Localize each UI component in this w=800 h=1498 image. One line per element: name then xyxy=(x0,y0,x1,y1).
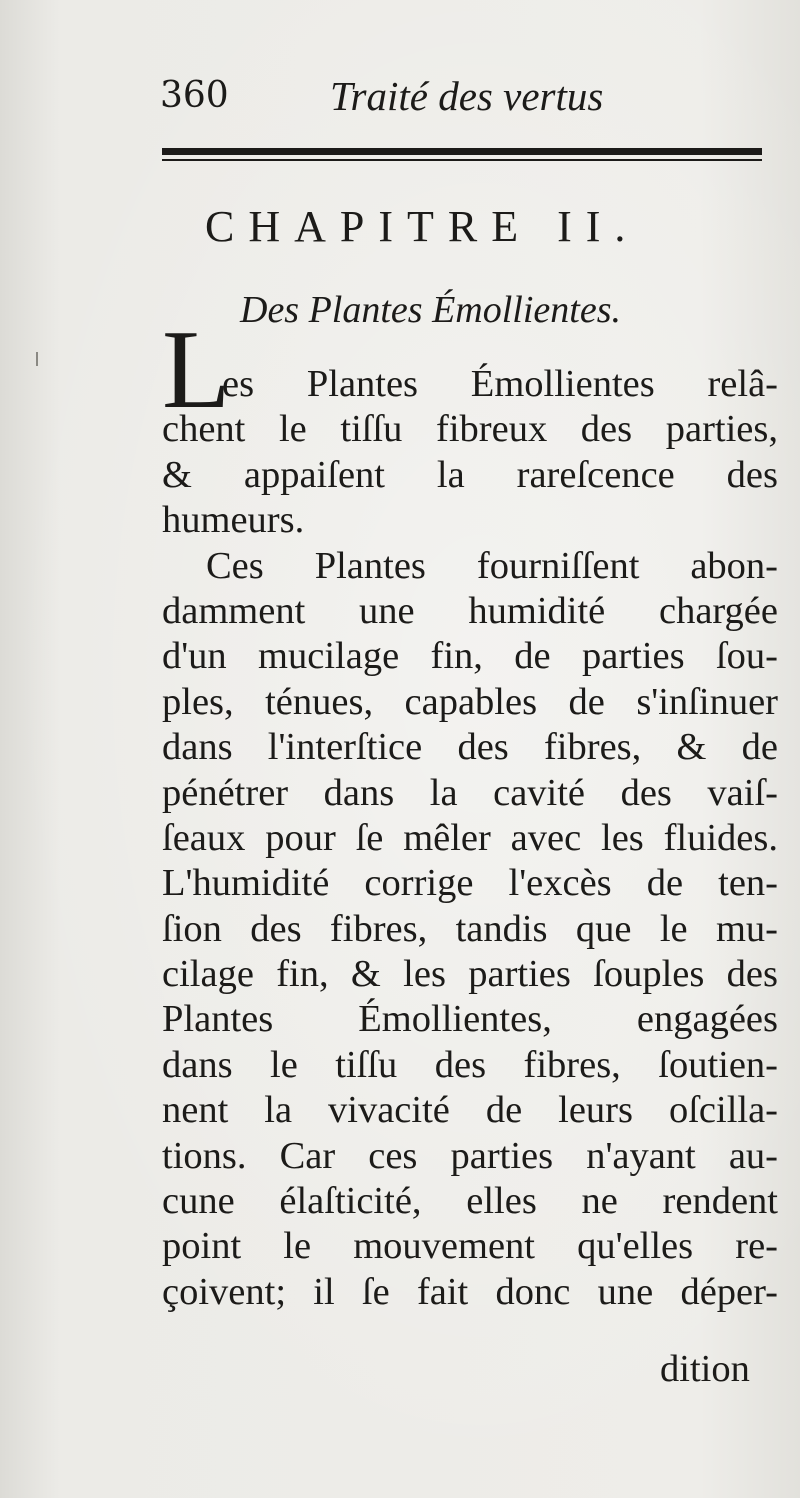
text-line: ples, ténues, capables de s'inſinuer xyxy=(162,680,778,723)
page-header xyxy=(160,74,620,124)
text-line: nent la vivacité de leurs oſcilla- xyxy=(162,1089,778,1132)
text-line: dans l'interſtice des fibres, & de xyxy=(162,726,778,769)
text-line: pénétrer dans la cavité des vaiſ- xyxy=(162,771,778,814)
section-title: Des Plantes Émollientes. xyxy=(240,289,621,331)
header-rule-thick xyxy=(162,148,762,155)
page-number: 360 xyxy=(160,75,229,116)
drop-cap: L xyxy=(162,308,231,432)
text-line: humeurs. xyxy=(162,499,305,542)
body-text xyxy=(162,362,778,1315)
text-line: es Plantes Émollientes relâ- xyxy=(222,363,778,405)
text-line: L'humidité corrige l'excès de ten- xyxy=(162,862,778,905)
text-line: cune élaſticité, elles ne rendent xyxy=(162,1180,778,1223)
text-line: damment une humidité chargée xyxy=(162,589,778,632)
text-line: & appaiſent la rareſcence des xyxy=(162,453,778,496)
chapter-title: CHAPITRE II. xyxy=(205,202,640,251)
text-line: çoivent; il ſe fait donc une déper- xyxy=(162,1270,778,1313)
text-line: point le mouvement qu'elles re- xyxy=(162,1225,778,1268)
margin-speck xyxy=(36,352,38,366)
text-line: d'un mucilage fin, de parties ſou- xyxy=(162,635,778,678)
header-rule-thin xyxy=(162,159,762,161)
text-line: dans le tiſſu des fibres, ſoutien- xyxy=(162,1043,778,1086)
text-line: Plantes Émollientes, engagées xyxy=(162,998,778,1041)
text-line: tions. Car ces parties n'ayant au- xyxy=(162,1134,778,1177)
text-line: Ces Plantes fourniſſent abon- xyxy=(206,544,778,587)
text-line: ſeaux pour ſe mêler avec les fluides. xyxy=(162,816,778,859)
text-line: cilage fin, & les parties ſouples des xyxy=(162,953,778,996)
text-line: chent le tiſſu fibreux des parties, xyxy=(162,408,778,451)
text-line: ſion des fibres, tandis que le mu- xyxy=(162,907,778,950)
catchword: dition xyxy=(660,1348,750,1390)
running-head: Traité des vertus xyxy=(330,73,604,119)
